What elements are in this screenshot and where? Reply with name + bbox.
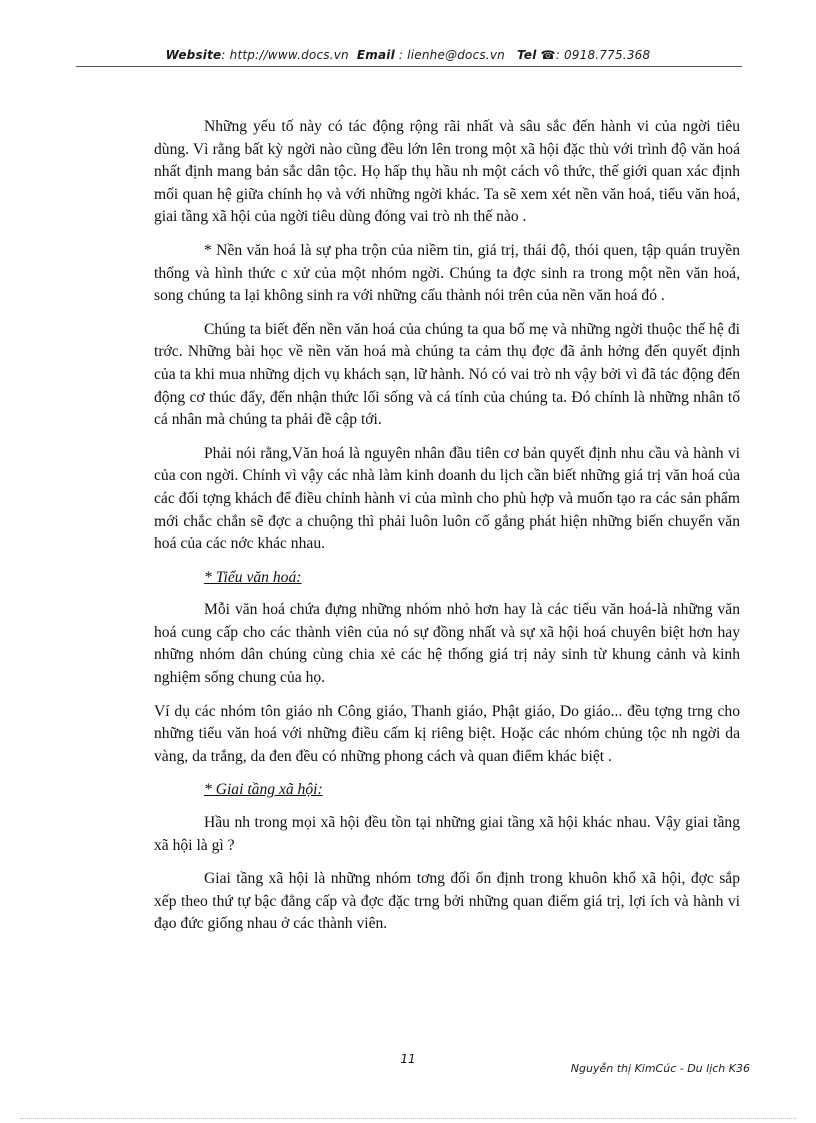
email-label: Email (356, 48, 395, 62)
header-divider (76, 66, 742, 67)
tel-value: : 0918.775.368 (555, 48, 651, 62)
section-heading-giai-tang-xa-hoi (204, 779, 740, 802)
section-heading-text: * Tiểu văn hoá: (204, 568, 302, 586)
paragraph-6: Ví dụ các nhóm tôn giáo nh Công giáo, Thanh giáo, Phật giáo, Do giáo... đều tợng trng cho những tiểu văn hoá với những điều cấm kị riêng biệt. Hoặc các nhóm chủng tộc nh ngời da vàng, da trắng, da đen đều có những phong cách và quan điểm khác biệt . (154, 702, 740, 765)
paragraph-8: Giai tầng xã hội là những nhóm tơng đối ổn định trong khuôn khổ xã hội, đợc sắp xếp theo thứ tự bậc đẳng cấp và đợc đặc trng bởi những quan điểm giá trị, lợi ích và hành vi đạo đức giống nhau ở các thành viên. (154, 870, 740, 933)
website-value: : http://www.docs.vn (221, 48, 349, 62)
phone-icon: ☎ (540, 48, 556, 62)
section-heading-text: * Giai tầng xã hội: (204, 781, 323, 799)
page-number: 11 (400, 1052, 416, 1066)
email-value: : lienhe@docs.vn (398, 48, 505, 62)
paragraph-7: Hầu nh trong mọi xã hội đều tồn tại những giai tầng xã hội khác nhau. Vậy giai tầng xã hội là gì ? (154, 814, 740, 854)
footer-author: Nguyễn thị KimCúc - Du lịch K36 (570, 1062, 750, 1075)
page-header (0, 48, 816, 62)
paragraph-1: Những yếu tố này có tác động rộng rãi nhất và sâu sắc đến hành vi của ngời tiêu dùng. Vì rằng bất kỳ ngời nào cũng đều lớn lên trong một xã hội đặc thù với trình độ văn hoá nhất định mang bản sắc dân tộc. Họ hấp thụ hầu nh một cách vô thức, thế giới quan xác định mối quan hệ giữa chính họ và với những ngời khác. Ta sẽ xem xét nền văn hoá, tiểu văn hoá, giai tầng xã hội của ngời tiêu dùng đóng vai trò nh thế nào . (154, 118, 740, 226)
paragraph-4: Phải nói rằng,Văn hoá là nguyên nhân đầu tiên cơ bản quyết định nhu cầu và hành vi của con ngời. Chính vì vậy các nhà làm kinh doanh du lịch cần biết những giá trị văn hoá của các đối tợng khách để điều chỉnh hành vi của mình cho phù hợp và muốn tạo ra các sản phẩm mới chắc chắn sẽ đợc a chuộng thì phải luôn luôn cố gắng phát hiện những biến chuyển văn hoá của các nớc khác nhau. (154, 444, 740, 553)
page-bottom-divider (20, 1118, 796, 1119)
tel-label: Tel (517, 48, 537, 62)
paragraph-3: Chúng ta biết đến nền văn hoá của chúng ta qua bố mẹ và những ngời thuộc thế hệ đi trớc. Những bài học về nền văn hoá mà chúng ta cảm thụ đợc đã ảnh hởng đến quyết định của ta khi mua những dịch vụ khách sạn, lữ hành. Nó có vai trò nh vậy bởi vì đã tác động đến động cơ thúc đẩy, đến nhận thức lối sống và cá tính của chúng ta. Đó chính là những nhân tố cá nhân mà chúng ta phải đề cập tới. (154, 320, 740, 429)
section-heading-tieu-van-hoa (204, 567, 740, 590)
website-label: Website (165, 48, 222, 62)
paragraph-5: Mỗi văn hoá chứa đựng những nhóm nhỏ hơn hay là các tiểu văn hoá-là những văn hoá cung cấp cho các thành viên của nó sự đồng nhất và sự xã hội hoá chuyên biệt hơn hay những nhóm dân chúng cùng chia xẻ các hệ thống giá trị nảy sinh từ khung cảnh và kinh nghiệm sống chung của họ. (154, 601, 740, 687)
document-body (154, 116, 740, 947)
paragraph-2: * Nền văn hoá là sự pha trộn của niềm tin, giá trị, thái độ, thói quen, tập quán truyền thống và hình thức c xử của một nhóm ngời. Chúng ta đợc sinh ra trong một nền văn hoá, song chúng ta lại không sinh ra với những cấu thành nói trên của nền văn hoá đó . (154, 241, 740, 305)
